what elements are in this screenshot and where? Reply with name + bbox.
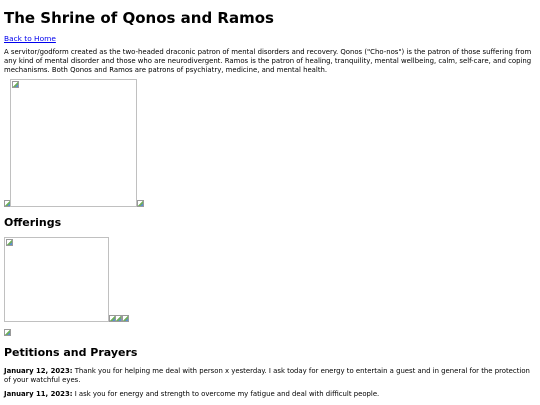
- offerings-heading: Offerings: [4, 216, 62, 229]
- prayer-entry: [4, 390, 534, 399]
- broken-image-icon: [137, 200, 144, 207]
- broken-image-icon: [12, 81, 19, 88]
- page-title: The Shrine of Qonos and Ramos: [4, 9, 274, 27]
- prayer-entry: [4, 367, 534, 385]
- broken-image-icon: [6, 239, 13, 246]
- shrine-image: [10, 79, 137, 207]
- broken-image-icon: [4, 329, 11, 336]
- intro-paragraph: A servitor/godform created as the two-headed draconic patron of mental disorders and recovery. Qonos ("Cho-nos") is the patron of those suffering from any kind of mental disorder and those who are neurodivergent. Ramos is the patron of healing, tranquility, mental wellbeing, calm, self-care, and coping mechanisms. Both Qonos and Ramos are patrons of psychiatry, medicine, and mental health.: [4, 48, 532, 74]
- prayer-text: Thank you for helping me deal with person x yesterday. I ask today for energy to entertain a guest and in general for the protection of your watchful eyes.: [4, 367, 530, 384]
- broken-image-icon: [115, 315, 122, 322]
- prayer-text: I ask you for energy and strength to overcome my fatigue and deal with difficult people.: [72, 390, 380, 398]
- offering-image: [4, 237, 109, 322]
- prayer-date: January 12, 2023:: [4, 367, 73, 375]
- back-to-home-link[interactable]: Back to Home: [4, 34, 56, 43]
- petitions-heading: Petitions and Prayers: [4, 346, 138, 359]
- prayer-date: January 11, 2023:: [4, 390, 73, 398]
- broken-image-icon: [122, 315, 129, 322]
